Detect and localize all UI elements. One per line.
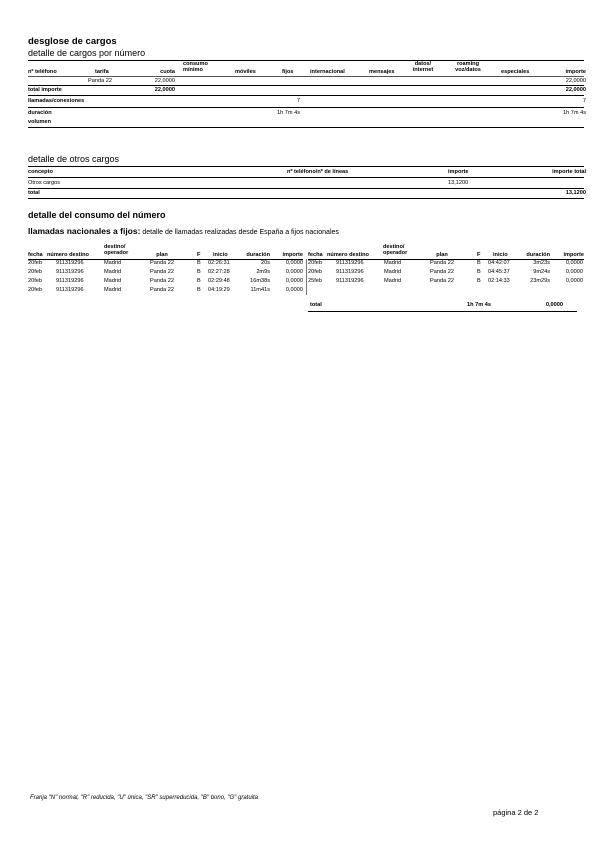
consumo-cell-inicio: 04:19:29 — [208, 287, 230, 293]
cons-h-f-r: F — [477, 252, 481, 258]
consumo-cell-inicio: 04:45:37 — [488, 269, 510, 275]
consumo-cell-f: B — [197, 278, 201, 284]
divider — [28, 127, 584, 128]
cons-h-importe-r: importe — [563, 252, 584, 258]
consumo-cell-plan: Panda 22 — [150, 278, 174, 284]
total-importe-label: total importe — [28, 87, 62, 93]
consumo-cell-numero: 911319296 — [56, 269, 84, 275]
consumo-cell-importe: 0,0000 — [285, 278, 303, 284]
consumo-cell-duracion: 3m23s — [533, 260, 550, 266]
header-roaming: roaming voz/datos — [455, 61, 481, 73]
duracion-total: 1h 7m 4s — [562, 110, 586, 116]
header-internacional: internacional — [310, 69, 345, 75]
duracion-fijos: 1h 7m 4s — [276, 110, 300, 116]
cons-h-destino-r: destino/ operador — [383, 244, 408, 256]
consumo-cell-f: B — [477, 278, 481, 284]
cargos-numero-title: detalle de cargos por número — [28, 48, 146, 58]
consumo-cell-duracion: 11m41s — [250, 287, 270, 293]
column-separator — [306, 259, 307, 295]
consumo-cell-plan: Panda 22 — [430, 269, 454, 275]
consumo-cell-duracion: 2m9s — [256, 269, 270, 275]
divider — [28, 198, 584, 199]
consumo-cell-destino: Madrid — [384, 269, 402, 275]
row-cuota: 22,0000 — [154, 78, 175, 84]
cons-h-duracion: duración — [246, 252, 270, 258]
consumo-cell-duracion: 9m24s — [533, 269, 550, 275]
divider — [28, 76, 584, 77]
header-cuota: cuota — [160, 69, 175, 75]
cons-h-inicio-r: inicio — [493, 252, 508, 258]
divider — [28, 107, 584, 108]
consumo-cell-importe: 0,0000 — [285, 260, 303, 266]
otros-row-concepto: Otros cargos — [28, 180, 61, 186]
total-importe-value: 22,0000 — [565, 87, 586, 93]
consumo-cell-fecha: 20feb — [28, 278, 42, 284]
consumo-cell-inicio: 04:42:07 — [488, 260, 510, 266]
header-lineas: nº teléfono/nº de líneas — [287, 169, 349, 175]
consumo-subtitle-rest: detalle de llamadas realizadas desde España a fijos nacionales — [140, 229, 339, 236]
consumo-cell-destino: Madrid — [104, 278, 122, 284]
consumo-cell-f: B — [477, 269, 481, 275]
cons-h-plan-r: plan — [436, 252, 448, 258]
consumo-cell-duracion: 16m38s — [250, 278, 270, 284]
consumo-total-label: total — [310, 302, 322, 308]
volumen-label: volumen — [28, 119, 52, 125]
divider — [28, 60, 584, 61]
divider — [308, 311, 577, 312]
header-mensajes: mensajes — [369, 69, 395, 75]
consumo-cell-fecha: 20feb — [28, 269, 42, 275]
llamadas-total: 7 — [582, 98, 586, 104]
cons-h-destino: destino/ operador — [104, 244, 129, 256]
consumo-cell-fecha: 20feb — [28, 260, 42, 266]
consumo-cell-numero: 911319296 — [56, 278, 84, 284]
consumo-cell-numero: 911319296 — [56, 287, 84, 293]
consumo-cell-inicio: 02:26:31 — [208, 260, 230, 266]
header-tarifa: tarifa — [95, 69, 109, 75]
consumo-cell-importe: 0,0000 — [565, 260, 583, 266]
consumo-cell-inicio: 02:27:28 — [208, 269, 230, 275]
header-consumo-minimo: consumo mínimo — [183, 61, 208, 73]
cons-h-inicio: inicio — [213, 252, 228, 258]
header-concepto: concepto — [28, 169, 53, 175]
consumo-cell-importe: 0,0000 — [285, 287, 303, 293]
consumo-cell-f: B — [197, 260, 201, 266]
row-importe: 22,0000 — [565, 78, 586, 84]
duracion-label: duración — [28, 110, 52, 116]
llamadas-fijos: 7 — [296, 98, 300, 104]
cons-h-fecha: fecha — [28, 252, 43, 258]
consumo-cell-destino: Madrid — [104, 269, 122, 275]
consumo-cell-importe: 0,0000 — [285, 269, 303, 275]
section-title: desglose de cargos — [28, 36, 117, 47]
cons-h-numero-r: número destino — [327, 252, 369, 258]
consumo-cell-fecha: 20feb — [28, 287, 42, 293]
divider — [28, 166, 584, 167]
consumo-cell-f: B — [197, 269, 201, 275]
otros-total-value: 13,1200 — [565, 190, 586, 196]
consumo-cell-numero: 911319296 — [336, 269, 364, 275]
consumo-cell-f: B — [477, 260, 481, 266]
row-tarifa: Panda 22 — [88, 78, 112, 84]
cons-h-f: F — [197, 252, 201, 258]
consumo-cell-numero: 911319296 — [336, 260, 364, 266]
cons-h-numero: número destino — [47, 252, 89, 258]
cons-h-fecha-r: fecha — [308, 252, 323, 258]
consumo-cell-duracion: 23m29s — [530, 278, 550, 284]
consumo-cell-fecha: 25feb — [308, 278, 322, 284]
divider — [28, 85, 584, 86]
header-datos: datos/ internet — [412, 61, 434, 73]
consumo-cell-plan: Panda 22 — [150, 260, 174, 266]
divider — [28, 95, 584, 96]
consumo-subtitle-bold: llamadas nacionales a fijos: — [28, 226, 141, 236]
consumo-cell-plan: Panda 22 — [150, 287, 174, 293]
header-importe-otros: importe — [448, 169, 469, 175]
consumo-cell-numero: 911319296 — [56, 260, 84, 266]
page-number: página 2 de 2 — [493, 808, 539, 817]
consumo-cell-plan: Panda 22 — [150, 269, 174, 275]
otros-cargos-title: detalle de otros cargos — [28, 154, 120, 164]
consumo-cell-importe: 0,0000 — [565, 278, 583, 284]
header-importe: importe — [565, 69, 586, 75]
consumo-cell-destino: Madrid — [104, 287, 122, 293]
cons-h-duracion-r: duración — [526, 252, 550, 258]
otros-row-importe: 13,1200 — [448, 180, 469, 186]
header-telefono: nº teléfono — [28, 69, 57, 75]
consumo-cell-inicio: 02:14:33 — [488, 278, 510, 284]
header-importe-total: importe total — [552, 169, 586, 175]
consumo-cell-plan: Panda 22 — [430, 260, 454, 266]
consumo-cell-numero: 911319296 — [336, 278, 364, 284]
cons-h-importe: importe — [282, 252, 303, 258]
header-fijos: fijos — [282, 69, 294, 75]
consumo-cell-destino: Madrid — [384, 260, 402, 266]
header-especiales: especiales — [501, 69, 530, 75]
cons-h-plan: plan — [156, 252, 168, 258]
consumo-cell-f: B — [197, 287, 201, 293]
consumo-cell-fecha: 20feb — [308, 269, 322, 275]
consumo-subtitle — [28, 226, 339, 236]
consumo-cell-inicio: 02:29:48 — [208, 278, 230, 284]
consumo-total-duracion: 1h 7m 4s — [467, 302, 491, 308]
total-importe-cuota: 22,0000 — [154, 87, 175, 93]
consumo-cell-destino: Madrid — [384, 278, 402, 284]
divider — [28, 188, 584, 189]
consumo-cell-duracion: 20s — [260, 260, 270, 266]
divider — [28, 177, 584, 178]
consumo-cell-fecha: 20feb — [308, 260, 322, 266]
footnote: Franja "N" normal, "R" reducida, "U" única, "SR" superreducida, "B" bono, "G" gratuita — [30, 795, 258, 801]
consumo-cell-plan: Panda 22 — [430, 278, 454, 284]
consumo-cell-importe: 0,0000 — [565, 269, 583, 275]
header-moviles: móviles — [235, 69, 256, 75]
consumo-title: detalle del consumo del número — [28, 210, 166, 220]
llamadas-label: llamadas/conexiones — [28, 98, 85, 104]
consumo-cell-destino: Madrid — [104, 260, 122, 266]
otros-total-label: total — [28, 190, 40, 196]
consumo-total-importe: 0,0000 — [545, 302, 563, 308]
